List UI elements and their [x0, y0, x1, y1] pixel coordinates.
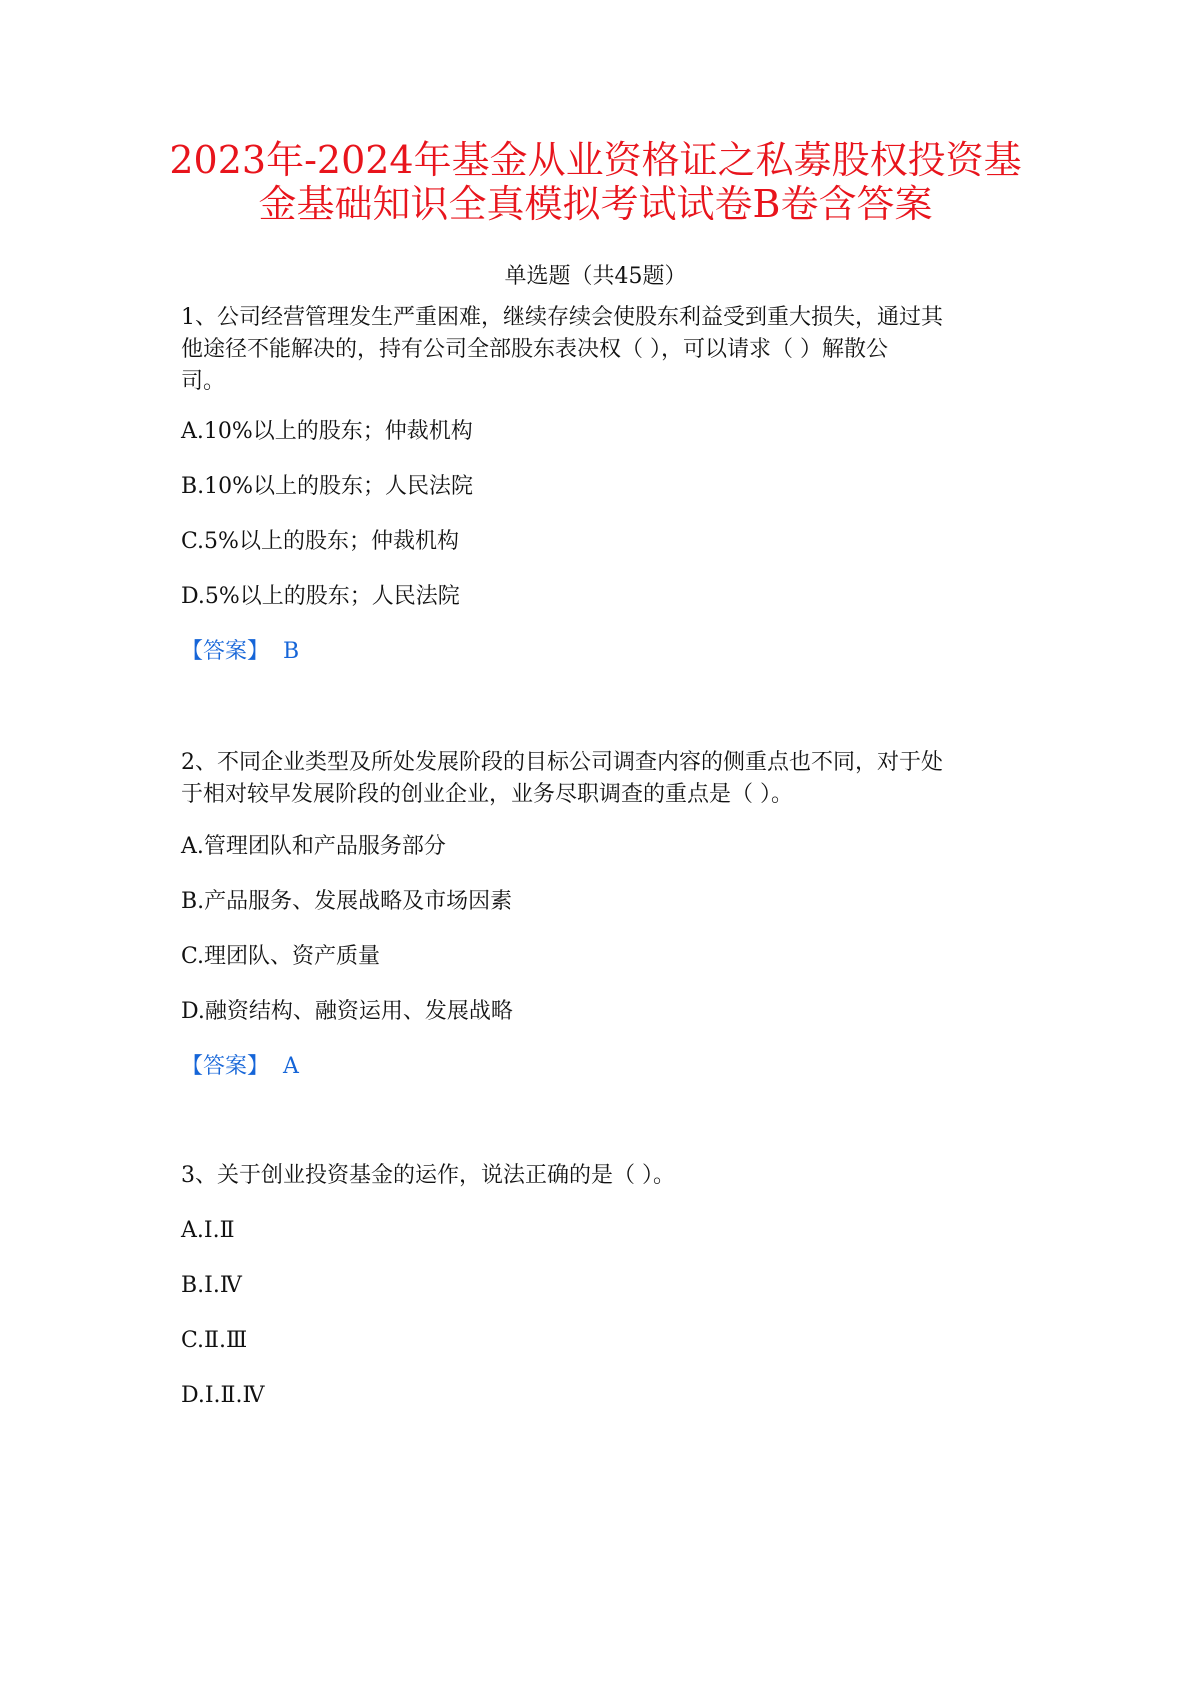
question-1-option-b: B.10%以上的股东；人民法院 [181, 474, 474, 499]
question-2-option-a: A.管理团队和产品服务部分 [181, 834, 446, 859]
document-title-line-2: 金基础知识全真模拟考试试卷B卷含答案 [258, 182, 933, 226]
question-2-option-b: B.产品服务、发展战略及市场因素 [181, 889, 513, 914]
question-1-stem-line-2: 他途径不能解决的，持有公司全部股东表决权（ ），可以请求（ ）解散公 [181, 337, 888, 362]
question-3-option-c: C.Ⅱ.Ⅲ [181, 1328, 248, 1353]
answer-label: 【答案】 [181, 639, 270, 664]
question-2-answer [181, 1052, 299, 1082]
question-3-option-b: B.Ⅰ.Ⅳ [181, 1273, 242, 1298]
question-3-stem-line-1: 3、关于创业投资基金的运作，说法正确的是（ ）。 [181, 1163, 675, 1188]
answer-label: 【答案】 [181, 1054, 270, 1079]
question-1-stem-line-1: 1、公司经营管理发生严重困难，继续存续会使股东利益受到重大损失，通过其 [181, 305, 943, 330]
question-2-option-c: C.理团队、资产质量 [181, 944, 381, 969]
question-1-option-a: A.10%以上的股东；仲裁机构 [181, 419, 473, 444]
question-3-option-d: D.Ⅰ.Ⅱ.Ⅳ [181, 1383, 265, 1408]
section-heading: 单选题（共45题） [504, 264, 687, 289]
answer-value: A [283, 1054, 299, 1079]
question-2-stem-line-1: 2、不同企业类型及所处发展阶段的目标公司调查内容的侧重点也不同，对于处 [181, 750, 943, 775]
answer-value: B [283, 639, 300, 664]
question-1-stem-line-3: 司。 [181, 369, 226, 394]
document-title-line-1: 2023年-2024年基金从业资格证之私募股权投资基 [169, 138, 1022, 182]
question-1-option-c: C.5%以上的股东；仲裁机构 [181, 529, 459, 554]
question-3-option-a: A.Ⅰ.Ⅱ [181, 1218, 235, 1243]
question-2-stem-line-2: 于相对较早发展阶段的创业企业，业务尽职调查的重点是（ ）。 [181, 782, 793, 807]
question-1-option-d: D.5%以上的股东；人民法院 [181, 584, 460, 609]
question-2-option-d: D.融资结构、融资运用、发展战略 [181, 999, 513, 1024]
question-1-answer [181, 637, 299, 667]
